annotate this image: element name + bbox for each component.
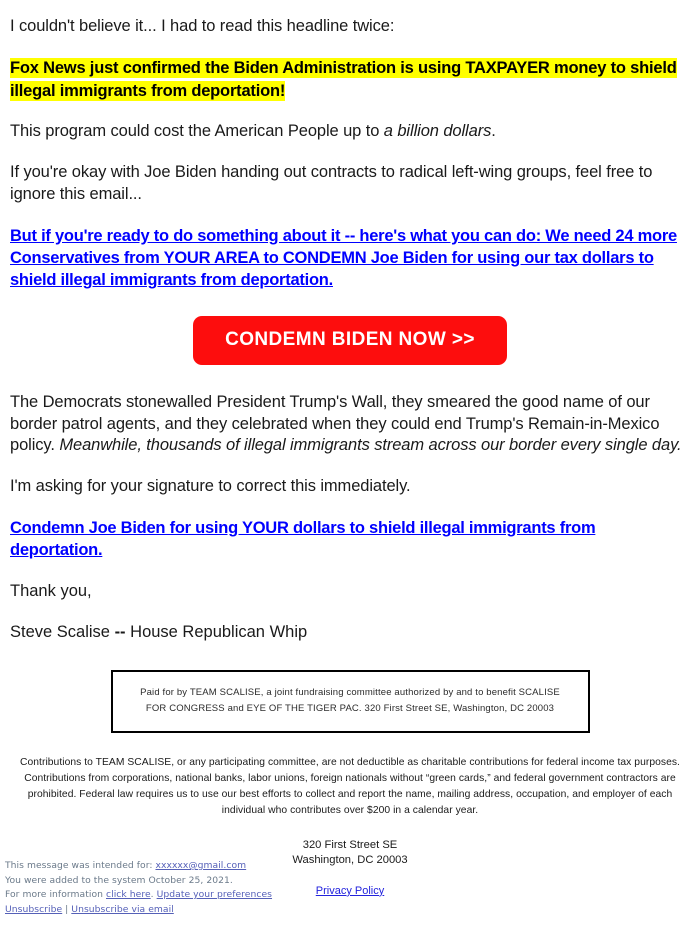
footer-intended-for-line: [5, 859, 272, 874]
privacy-policy-link[interactable]: Privacy Policy: [315, 884, 385, 897]
paid-for-line-1: Paid for by TEAM SCALISE, a joint fundraising committee authorized by and to benefit SCALISE: [140, 687, 560, 699]
sender-title: House Republican Whip: [125, 622, 308, 641]
highlight-span: Fox News just confirmed the Biden Administration is using TAXPAYER money to shield illegal immigrants from deportation!: [10, 58, 677, 100]
address-city-state-zip: Washington, DC 20003: [292, 853, 408, 866]
footer-separator: .: [150, 889, 157, 901]
unsubscribe-footer: [5, 859, 272, 917]
click-here-link[interactable]: click here: [106, 889, 151, 901]
intro-paragraph: I couldn't believe it... I had to read this headline twice:: [10, 17, 395, 35]
cost-paragraph: [10, 121, 690, 143]
footer-intended-for-label: This message was intended for:: [5, 860, 156, 871]
sender-signature: [10, 622, 690, 644]
condemn-biden-now-button[interactable]: CONDEMN BIDEN NOW >>: [193, 316, 507, 365]
update-preferences-link[interactable]: Update your preferences: [156, 889, 273, 901]
democrats-lead-text: The Democrats stonewalled President Trump's Wall, they smeared the good name of our border patrol agents, and they celebrated when they could end Trump's Remain-in-Mexico policy.: [10, 392, 660, 455]
primary-action-link[interactable]: But if you're ready to do something about it -- here's what you can do: We need 24 more Conservatives from YOUR AREA to CONDEMN Joe Biden for using our tax dollars to shield illegal immigrants from deportation.: [10, 226, 677, 290]
recipient-email-link[interactable]: xxxxxx@gmail.com: [155, 860, 247, 871]
opt-out-paragraph: If you're okay with Joe Biden handing out contracts to radical left-wing groups, feel free to ignore this email...: [10, 163, 653, 203]
footer-added-date-line: You were added to the system October 25, 2021.: [5, 874, 233, 886]
unsubscribe-link[interactable]: Unsubscribe: [5, 903, 63, 915]
footer-unsubscribe-line: [5, 903, 272, 918]
paid-for-disclaimer-box: [111, 670, 590, 732]
secondary-action-link[interactable]: Condemn Joe Biden for using YOUR dollars to shield illegal immigrants from deportation.: [10, 518, 596, 560]
cta-button-container: [10, 316, 690, 365]
signature-dashes: --: [114, 622, 126, 641]
address-street: 320 First Street SE: [302, 838, 398, 851]
signature-request-paragraph: I'm asking for your signature to correct this immediately.: [10, 477, 411, 496]
footer-more-info-line: [5, 888, 272, 903]
thank-you-line: Thank you,: [10, 581, 92, 600]
highlighted-headline: [10, 57, 690, 103]
democrats-paragraph: [10, 392, 690, 457]
footer-more-info-label: For more information: [5, 889, 106, 901]
cost-lead-text: This program could cost the American People up to: [10, 122, 384, 141]
contributions-disclaimer: Contributions to TEAM SCALISE, or any participating committee, are not deductible as charitable contributions for federal income tax purposes. Contributions from corporations, national banks, labor unions, foreign nationals without “green cards,” and federal government contractors are prohibited. Federal law requires us to use our best efforts to collect and report the name, mailing address, occupation, and employer of each individual who contributes over $200 in a calendar year.: [20, 756, 680, 816]
cost-emphasis-text: a billion dollars: [383, 122, 492, 141]
unsubscribe-via-email-link[interactable]: Unsubscribe via email: [71, 903, 174, 915]
sender-name: Steve Scalise: [10, 622, 115, 641]
democrats-emphasis-text: Meanwhile, thousands of illegal immigrants stream across our border every single day.: [59, 436, 682, 455]
cost-tail-text: .: [491, 122, 496, 141]
unsubscribe-separator: |: [62, 903, 72, 915]
paid-for-line-2: FOR CONGRESS and EYE OF THE TIGER PAC. 320 First Street SE, Washington, DC 20003: [145, 703, 555, 715]
